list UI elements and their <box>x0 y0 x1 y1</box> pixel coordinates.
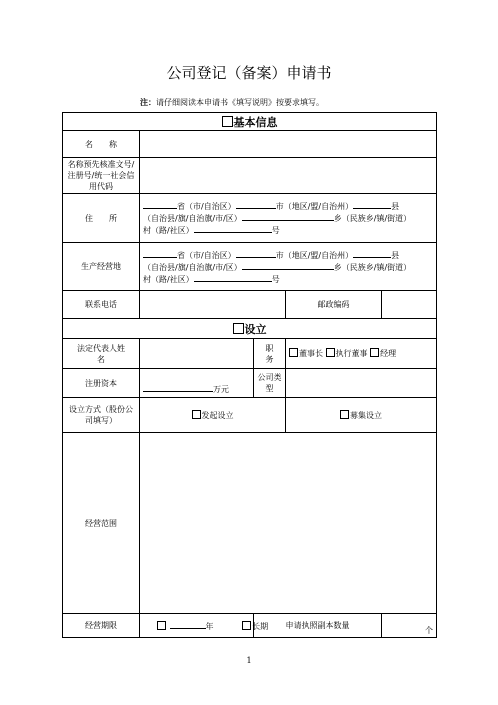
method-checkbox-promotion[interactable] <box>192 410 201 419</box>
term-label: 经营期限 <box>63 614 140 638</box>
section-establish: 设立 <box>63 319 437 339</box>
section-basic-checkbox[interactable] <box>222 116 233 127</box>
position-options: 董事长 执行董事 经理 <box>286 339 437 369</box>
residence-label: 住 所 <box>63 194 140 243</box>
residence-address-field[interactable]: 省（市/自治区） 市（地区/盟/自治州） 县 （自治县/旗/自治旗/市/区） 乡（民族乡/镇/街道） 村（路/社区） 号 <box>140 194 437 243</box>
method-option-offering[interactable]: 募集设立 <box>286 398 437 433</box>
application-form <box>62 112 437 638</box>
method-label: 设立方式（股份公司填写） <box>63 398 140 433</box>
method-checkbox-offering[interactable] <box>340 410 349 419</box>
business-address-label: 生产经营地 <box>63 243 140 291</box>
term-options: 年 长期 <box>140 614 254 638</box>
capital-label: 注册资本 <box>63 369 140 398</box>
phone-label: 联系电话 <box>63 291 140 319</box>
capital-field[interactable]: 万元 <box>140 369 254 398</box>
page-title: 公司登记（备案）申请书 <box>166 64 332 82</box>
position-checkbox-manager[interactable] <box>370 348 379 357</box>
position-label: 职 务 <box>254 339 286 369</box>
phone-field[interactable] <box>140 291 286 319</box>
instruction-note <box>140 97 324 108</box>
regno-label: 名称预先核准文号/注册号/统一社会信用代码 <box>63 158 140 194</box>
company-type-label: 公司类型 <box>254 369 286 398</box>
method-option-promotion[interactable]: 发起设立 <box>140 398 286 433</box>
note-text: 请仔细阅读本申请书《填写说明》按要求填写。 <box>156 98 324 107</box>
page-number: 1 <box>246 656 252 665</box>
regno-field[interactable] <box>140 158 437 194</box>
copies-label: 申请执照副本数量 <box>254 614 382 638</box>
copies-field[interactable]: 个 <box>382 614 437 638</box>
legal-rep-field[interactable] <box>140 339 254 369</box>
scope-field[interactable] <box>140 433 437 614</box>
company-type-field[interactable] <box>286 369 437 398</box>
postcode-field[interactable] <box>382 291 437 319</box>
postcode-label: 邮政编码 <box>286 291 382 319</box>
term-checkbox-years[interactable] <box>157 621 166 630</box>
section-basic-info: 基本信息 <box>63 113 437 131</box>
name-field[interactable] <box>140 131 437 158</box>
business-address-field[interactable]: 省（市/自治区） 市（地区/盟/自治州） 县 （自治县/旗/自治旗/市/区） 乡（民族乡/镇/街道） 村（路/社区） 号 <box>140 243 437 291</box>
scope-label: 经营范围 <box>63 433 140 614</box>
note-label: 注： <box>140 98 156 107</box>
name-label: 名 称 <box>63 131 140 158</box>
position-checkbox-chairman[interactable] <box>289 348 298 357</box>
legal-rep-label: 法定代表人姓 名 <box>63 339 140 369</box>
term-checkbox-long[interactable] <box>242 621 251 630</box>
section-establish-checkbox[interactable] <box>233 323 244 334</box>
position-checkbox-executive-director[interactable] <box>326 348 335 357</box>
